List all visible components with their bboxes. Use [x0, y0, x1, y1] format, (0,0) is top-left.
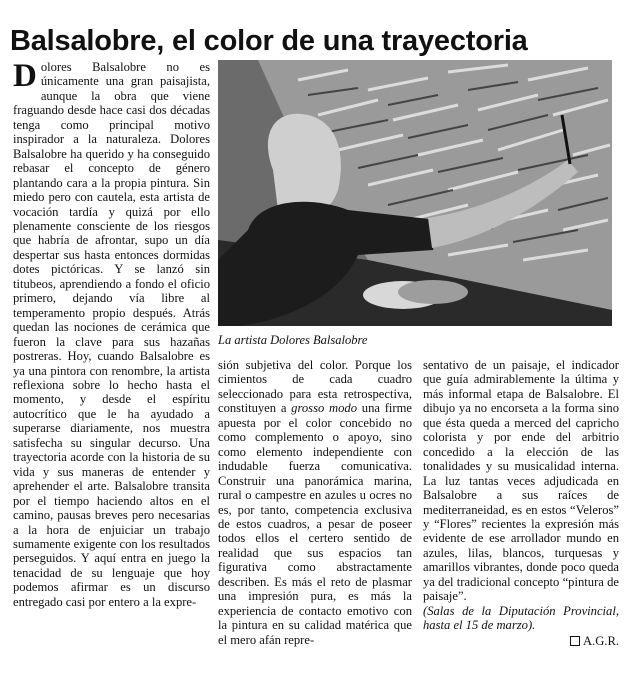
square-bullet-icon [570, 636, 580, 646]
column-3-text: sentativo de un paisaje, el indicador que guía admirablemente la última y más informal etapa de Balsalobre. El dibujo ya no encorseta a la forma sino que ésta queda a merced del capricho colorista y por ende del arbitrio concedido a la elección de las tonalidades y su musicalidad interna. La luz tantas veces adjudicada en Balsalobre a sus raíces de mediterraneidad, es en estos “Veleros” y “Flores” recientes la expresión más evidente de ese arrollador mundo en azules, lilas, blancos, turquesas y amarillos vibrantes, donde poco queda ya del tradicional concepto “pintura de paisaje”. [423, 358, 619, 604]
exhibition-source: (Salas de la Diputación Provincial, hasta el 15 de marzo). [423, 603, 619, 633]
paragraph-intro [13, 60, 210, 609]
artist-photo [218, 60, 612, 326]
paragraph-color [218, 358, 412, 647]
article-column-2 [218, 358, 412, 676]
headline: Balsalobre, el color de una trayectoria [10, 25, 528, 58]
column-2-text-a: sión subjetiva del color. Porque los cimientos de cada cuadro seleccionado para esta retrospectiva, constituyen a [218, 358, 412, 416]
author-signature [423, 634, 619, 648]
column-1-text: olores Balsalobre no es únicamente una gran paisajista, aunque la obra que viene fraguando desde hace casi dos décadas tenga como principal motivo inspirador a la naturaleza. Dolores Balsalobre ha querido y ha conseguido rebasar el concepto de género plantando cara a la propia pintura. Sin miedo pero con cautela, esta artista de vocación tardía y quizá por ello plenamente consciente de los riesgos que habría de afrontar, supo un día despertar sus hasta entonces dormidas dotes pictóricas. Y se lanzó sin titubeos, aprendiendo a fondo el oficio primero, dejando vía libre al temperamento propio después. Atrás quedan las nociones de cerámica que fueron la clave para sus hazañas postreras. Hoy, cuando Balsalobre es ya una pintora con renombre, la artista reflexiona sobre lo hecho hasta el momento, y desde el espíritu autocrítico que le ha ayudado a superarse diariamente, nos muestra satisfecha su singular decurso. Una trayectoria acorde con la historia de su vida y sus maneras de entender y aprehender el arte. Balsalobre transita por el tiempo haciendo altos en el camino, pausas breves pero necesarias a la hora de enjuiciar un trabajo sumamente exigente con los resultados perseguidos. Y aquí entra en juego la tenacidad de su lenguaje que hoy podemos afirmar es un discurso entregado casi por entero a la expre- [13, 60, 210, 609]
article-column-3 [423, 358, 619, 676]
column-2-text-b: una firme apuesta por el color concebido no como complemento o apoyo, sino como elemento independiente con indudable fuerza comunicativa. Construir una panorámica marina, rural o campestre en azules u ocres no es, por tanto, competencia exclusiva de estos cuadros, a pesar de poseer todos ellos el certero sentido de realidad que sus espacios tan figurativa como abstractamente describen. Es más el reto de plasmar una impresión pura, es más la experiencia de contacto emotivo con la pintura en su calidad matérica que el mero afán repre- [218, 401, 412, 647]
author-initials: A.G.R. [582, 633, 619, 648]
latin-phrase: grosso modo [291, 401, 358, 416]
artist-painting-image [218, 60, 612, 326]
drop-cap: D [13, 60, 37, 94]
photo-caption: La artista Dolores Balsalobre [218, 333, 368, 347]
article-column-1 [13, 60, 210, 675]
